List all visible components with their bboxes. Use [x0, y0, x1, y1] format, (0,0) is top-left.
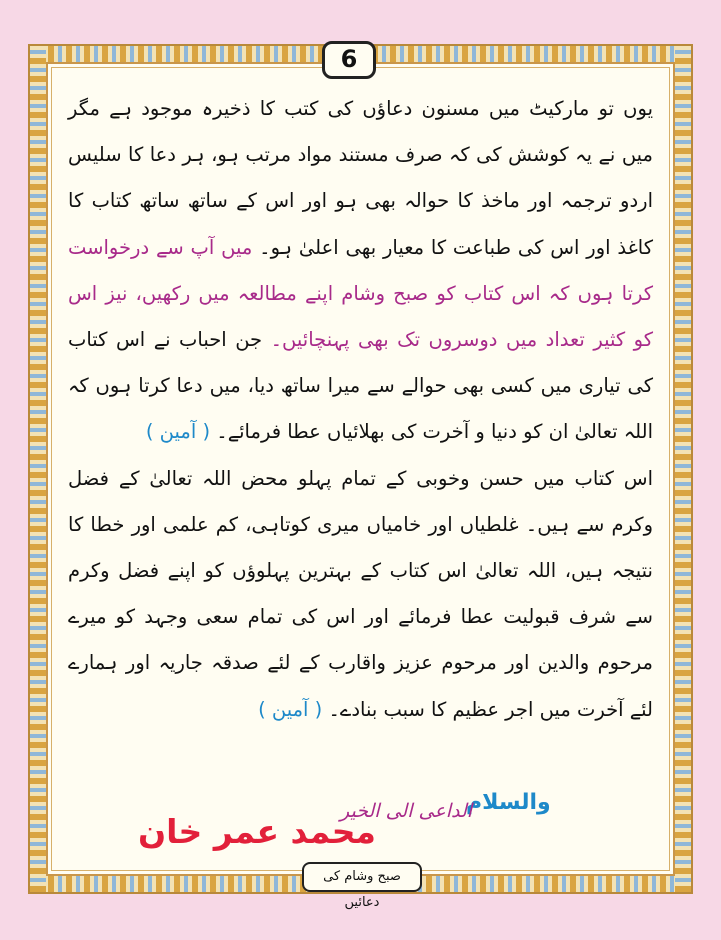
highlighted-request: میں آپ سے درخواست کرتا ہوں کہ اس کتاب کو صبح وشام اپنے مطالعہ میں رکھیں، نیز اس کو کثیر تعداد میں دوسروں تک بھی پہنچائیں۔	[68, 235, 654, 352]
author-signature: محمد عمر خان	[138, 812, 376, 851]
paragraph-1	[68, 86, 653, 456]
body-text	[68, 86, 653, 733]
paragraph-2	[68, 456, 653, 733]
ameen-2: ( آمین )	[258, 697, 329, 721]
footer-title: صبح وشام کی دعائیں	[302, 862, 422, 892]
paragraph-1-text: یوں تو مارکیٹ میں مسنون دعاؤں کی کتب کا ذخیرہ موجود ہے مگر میں نے یہ کوشش کی کہ صرف مستند مواد مرتب ہو، ہر دعا کا سلیس اردو ترجمہ اور ماخذ کا حوالہ بھی ہو اور اس کے ساتھ ساتھ کتاب کا کاغذ اور اس کی طباعت کا معیار بھی اعلیٰ ہو۔	[68, 97, 654, 259]
page-number: 6	[322, 41, 376, 79]
paragraph-1-text-continued: جن احباب نے اس کتاب کی تیاری میں کسی بھی حوالے سے میرا ساتھ دیا، میں دعا کرتا ہوں کہ اللہ تعالیٰ ان کو دنیا و آخرت کی بھلائیاں عطا فرمائے۔	[68, 328, 653, 444]
dua-label: الداعی الی الخیر	[340, 800, 473, 822]
ameen-1: ( آمین )	[145, 420, 217, 444]
paragraph-2-text: اس کتاب میں حسن وخوبی کے تمام پہلو محض اللہ تعالیٰ کے فضل وکرم سے ہیں۔ غلطیاں اور خامیاں میری کوتاہی، کم علمی اور خطا کا نتیجہ ہیں، اللہ تعالیٰ اس کتاب کے بہترین پہلوؤں کو اپنے فضل وکرم سے شرف قبولیت عطا فرمائے اور اس کی تمام سعی وجہد کو میرے مرحوم والدین اور مرحوم عزیز واقارب کے لئے صدقہ جاریہ اور ہمارے لئے آخرت میں اجر عظیم کا سبب بنادے۔	[68, 466, 653, 721]
closing-salam: والسلام	[466, 790, 551, 815]
